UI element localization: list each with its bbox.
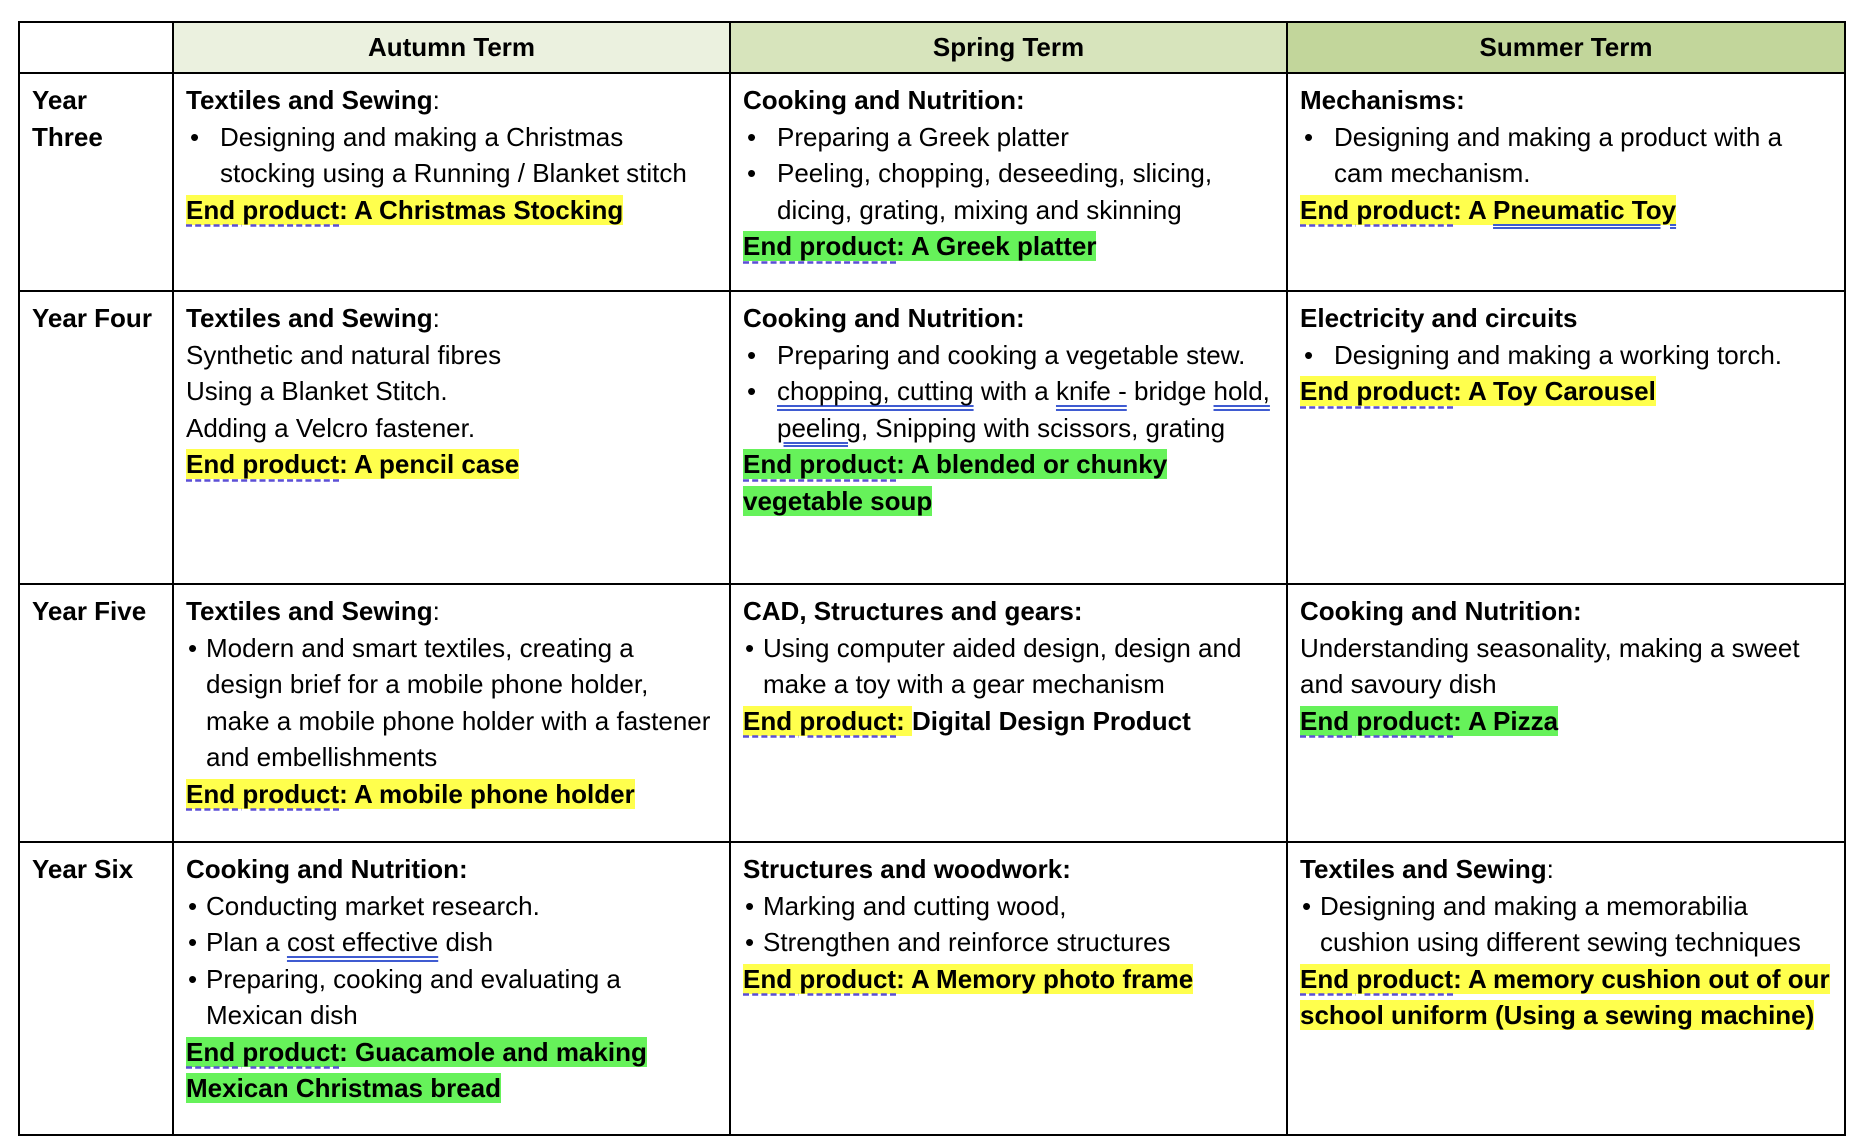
topic-title: Cooking and Nutrition: — [743, 303, 1025, 333]
cell-year-three-summer — [1287, 73, 1845, 291]
end-product-extra: Digital Design Product — [911, 705, 1191, 736]
end-product-line — [743, 706, 1191, 736]
header-row — [19, 22, 1845, 73]
topic-title: Structures and woodwork: — [743, 854, 1071, 884]
bullet-list — [1300, 888, 1832, 961]
list-item: • chopping, cutting with a knife - bridge hold, peeling, Snipping with scissors, grating — [743, 373, 1274, 446]
list-item: • Peeling, chopping, deseeding, slicing, dicing, grating, mixing and skinning — [743, 155, 1274, 228]
header-autumn-term: Autumn Term — [173, 22, 730, 73]
list-item: • Preparing a Greek platter — [743, 119, 1274, 156]
end-product-highlight: End product: A blended or chunky vegetable soup — [743, 449, 1168, 516]
cell-year-four-summer — [1287, 291, 1845, 584]
topic-title: Electricity and circuits — [1300, 303, 1578, 333]
end-product-highlight: End product: A Greek platter — [743, 231, 1097, 261]
text-line: Adding a Velcro fastener. — [186, 412, 476, 443]
year-label-year-five: Year Five — [19, 584, 173, 842]
topic-title: Textiles and Sewing: — [186, 303, 440, 333]
cell-year-five-autumn — [173, 584, 730, 842]
topic-title: CAD, Structures and gears: — [743, 596, 1083, 626]
bullet-list — [743, 337, 1274, 447]
end-product-highlight: End product: Guacamole and making Mexican Christmas bread — [186, 1036, 647, 1103]
cell-year-five-spring — [730, 584, 1287, 842]
list-item: • Modern and smart textiles, creating a design brief for a mobile phone holder, make a mobile phone holder with a fastener and embellishments — [186, 630, 717, 776]
list-item: • Plan a cost effective dish — [186, 924, 717, 961]
list-item: • Conducting market research. — [186, 888, 717, 925]
end-product-highlight: End product: A Pizza — [1300, 705, 1559, 736]
bullet-list — [186, 888, 717, 1034]
list-item: • Designing and making a memorabilia cushion using different sewing techniques — [1300, 888, 1832, 961]
topic-title: Textiles and Sewing: — [186, 596, 440, 626]
cell-year-six-summer — [1287, 842, 1845, 1135]
table-row-year-six — [19, 842, 1845, 1135]
end-product-highlight: End product: A memory cushion out of our school uniform (Using a sewing machine) — [1300, 963, 1830, 1030]
cell-year-four-autumn — [173, 291, 730, 584]
list-item: • Designing and making a product with a cam mechanism. — [1300, 119, 1832, 192]
cell-year-five-summer — [1287, 584, 1845, 842]
bullet-list — [743, 888, 1274, 961]
header-summer-term: Summer Term — [1287, 22, 1845, 73]
topic-title: Textiles and Sewing: — [1300, 854, 1554, 884]
header-corner-cell — [19, 22, 173, 73]
list-item: • Strengthen and reinforce structures — [743, 924, 1274, 961]
list-item: • Preparing and cooking a vegetable stew. — [743, 337, 1274, 374]
topic-title: Mechanisms: — [1300, 85, 1465, 115]
list-item: • Marking and cutting wood, — [743, 888, 1274, 925]
cell-year-four-spring — [730, 291, 1287, 584]
end-product-highlight: End product: A Christmas Stocking — [186, 194, 624, 225]
year-label-year-four: Year Four — [19, 291, 173, 584]
list-item: • Designing and making a Christmas stocking using a Running / Blanket stitch — [186, 119, 717, 192]
text-line: Understanding seasonality, making a sweet and savoury dish — [1300, 632, 1800, 699]
bullet-list — [743, 630, 1274, 703]
end-product-highlight: End product: — [743, 705, 912, 736]
bullet-list — [1300, 119, 1832, 192]
list-item: • Using computer aided design, design and make a toy with a gear mechanism — [743, 630, 1274, 703]
text-line: Synthetic and natural fibres — [186, 339, 502, 370]
end-product-highlight: End product: A Pneumatic Toy — [1300, 194, 1677, 225]
header-spring-term: Spring Term — [730, 22, 1287, 73]
topic-title: Cooking and Nutrition: — [1300, 596, 1582, 626]
bullet-list — [743, 119, 1274, 229]
bullet-list — [186, 119, 717, 192]
end-product-highlight: End product: A pencil case — [186, 449, 520, 479]
dt-curriculum-table — [18, 21, 1846, 1136]
end-product-highlight: End product: A Toy Carousel — [1300, 376, 1656, 406]
end-product-highlight: End product: A mobile phone holder — [186, 778, 635, 809]
cell-year-three-autumn — [173, 73, 730, 291]
bullet-list — [1300, 337, 1832, 374]
text-line: Using a Blanket Stitch. — [186, 376, 448, 406]
topic-title: Cooking and Nutrition: — [743, 85, 1025, 115]
topic-title: Cooking and Nutrition: — [186, 854, 468, 884]
end-product-highlight: End product: A Memory photo frame — [743, 963, 1194, 994]
year-label-year-six: Year Six — [19, 842, 173, 1135]
year-label-year-three: Year Three — [19, 73, 173, 291]
list-item: • Designing and making a working torch. — [1300, 337, 1832, 374]
cell-year-three-spring — [730, 73, 1287, 291]
table-row-year-five — [19, 584, 1845, 842]
cell-year-six-spring — [730, 842, 1287, 1135]
table-row-year-four — [19, 291, 1845, 584]
bullet-list — [186, 630, 717, 776]
topic-title: Textiles and Sewing: — [186, 85, 440, 115]
list-item: • Preparing, cooking and evaluating a Mexican dish — [186, 961, 717, 1034]
cell-year-six-autumn — [173, 842, 730, 1135]
table-row-year-three — [19, 73, 1845, 291]
